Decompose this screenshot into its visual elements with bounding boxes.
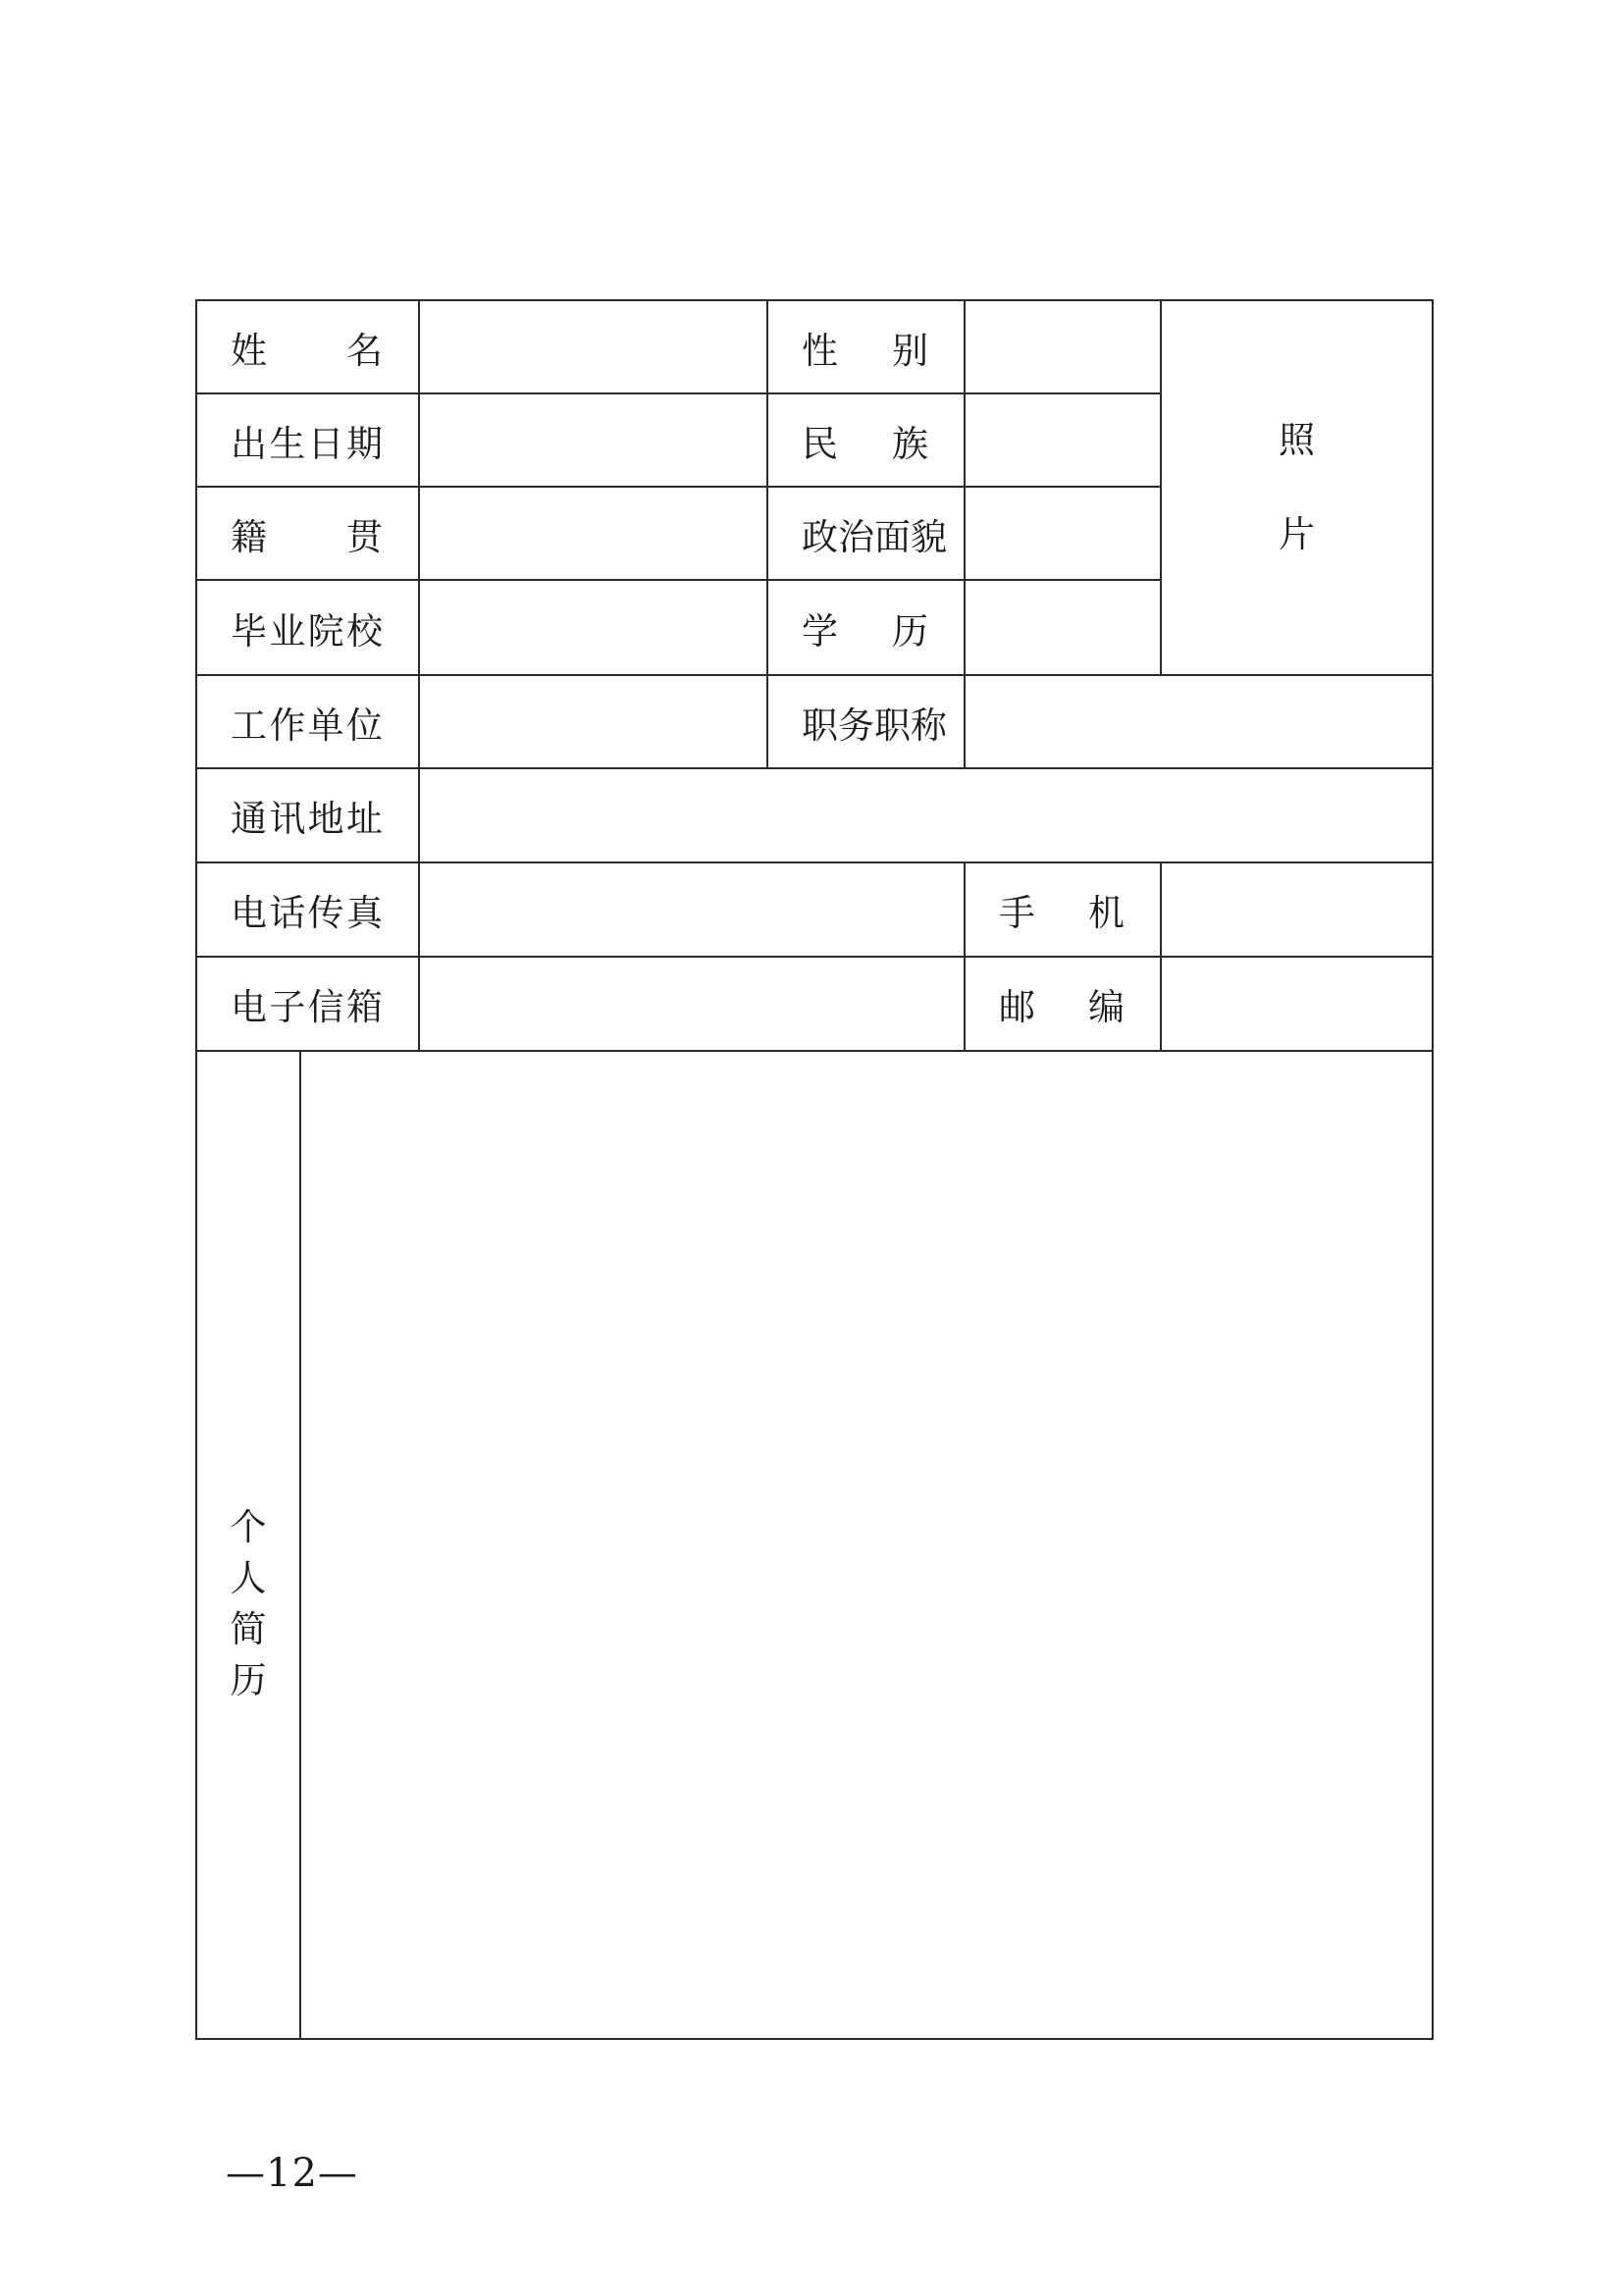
phone-fax-label: 电话传真: [196, 862, 419, 957]
postcode-field[interactable]: [1161, 957, 1433, 1051]
political-status-label: 政治面貌: [767, 487, 965, 580]
name-field[interactable]: [419, 300, 767, 393]
email-label: 电子信箱: [196, 957, 419, 1051]
row-email-postcode: [196, 957, 1433, 1051]
phone-fax-field[interactable]: [419, 862, 965, 957]
mobile-field[interactable]: [1161, 862, 1433, 957]
page-number: —12—: [226, 2151, 358, 2196]
title-label: 职务职称: [767, 675, 965, 768]
email-field[interactable]: [419, 957, 965, 1051]
photo-area[interactable]: [1161, 300, 1433, 675]
resume-label: 个人简历: [230, 1505, 267, 1701]
address-label: 通讯地址: [196, 768, 419, 862]
row-phone-mobile: [196, 862, 1433, 957]
gender-label: 性 别: [767, 300, 965, 393]
registration-form-table: [195, 299, 1434, 2040]
row-resume: [196, 1051, 1433, 2039]
education-label: 学 历: [767, 580, 965, 675]
birth-date-label: 出生日期: [196, 393, 419, 487]
ethnicity-field[interactable]: [965, 393, 1161, 487]
mobile-label: 手 机: [965, 862, 1161, 957]
native-place-field[interactable]: [419, 487, 767, 580]
employer-label: 工作单位: [196, 675, 419, 768]
row-employer-title: [196, 675, 1433, 768]
school-label: 毕业院校: [196, 580, 419, 675]
resume-label-cell: [196, 1051, 300, 2039]
row-name-gender: [196, 300, 1433, 393]
postcode-label: 邮 编: [965, 957, 1161, 1051]
education-field[interactable]: [965, 580, 1161, 675]
birth-date-field[interactable]: [419, 393, 767, 487]
title-field[interactable]: [965, 675, 1433, 768]
ethnicity-label: 民 族: [767, 393, 965, 487]
address-field[interactable]: [419, 768, 1433, 862]
photo-label: 照片: [1279, 419, 1315, 555]
name-label: 姓 名: [196, 300, 419, 393]
native-place-label: 籍 贯: [196, 487, 419, 580]
resume-field[interactable]: [300, 1051, 1433, 2039]
row-address: [196, 768, 1433, 862]
gender-field[interactable]: [965, 300, 1161, 393]
political-status-field[interactable]: [965, 487, 1161, 580]
employer-field[interactable]: [419, 675, 767, 768]
school-field[interactable]: [419, 580, 767, 675]
